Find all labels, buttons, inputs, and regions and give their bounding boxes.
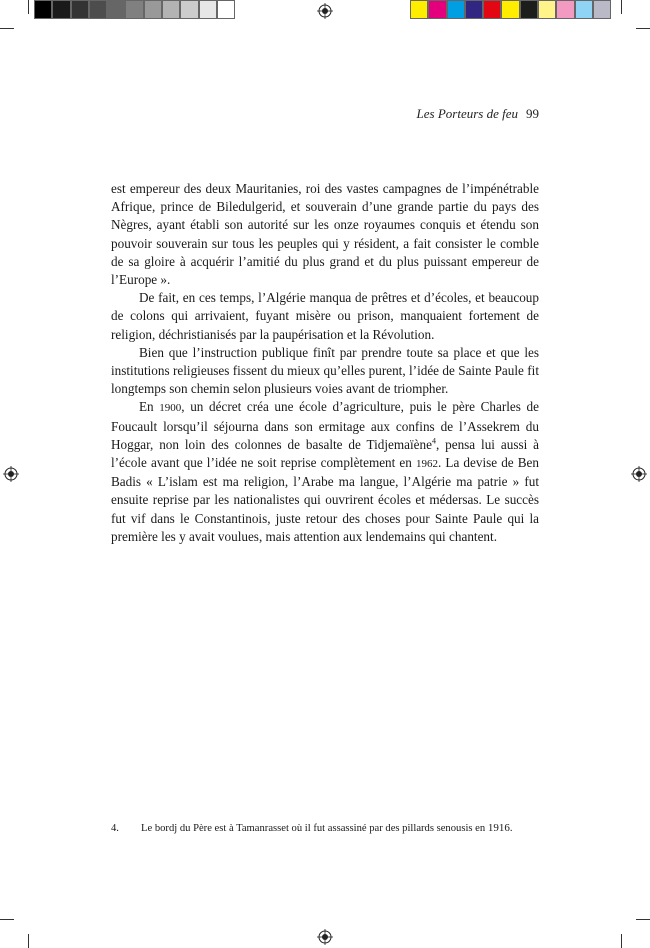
color-swatch	[144, 0, 162, 19]
registration-mark-icon	[317, 929, 333, 945]
footnote-text	[141, 821, 539, 836]
crop-mark	[28, 934, 29, 948]
footnote	[111, 821, 539, 836]
color-swatch	[447, 0, 465, 19]
crop-mark	[621, 0, 622, 14]
color-swatch	[556, 0, 574, 19]
registration-mark-icon	[3, 466, 19, 482]
color-swatch	[180, 0, 198, 19]
color-swatch	[428, 0, 446, 19]
text-run: .	[509, 823, 513, 834]
color-swatch	[483, 0, 501, 19]
grayscale-color-bar	[34, 0, 235, 19]
process-color-bar	[410, 0, 611, 19]
paragraph-1: est empereur des deux Mauritanies, roi des vastes campagnes de l’impénétrable Afrique, prince de Biledulgerid, et souverain d’une grande partie du pays des Nègres, ayant établi son autorité sur les onze royaumes conquis et étendu son pouvoir souverain sur tous les peuples qui y résident, a fait consister le comble de sa gloire à acquérir l’amitié du plus grand et du plus puissant empereur de l’Europe ».	[111, 181, 539, 288]
color-swatch	[501, 0, 519, 19]
paragraph-3: Bien que l’instruction publique finît par prendre toute sa place et que les institutions religieuses fissent du mieux qu’elles purent, l’idée de Sainte Paule fit longtemps son chemin selon plusieurs voies avant de triompher.	[111, 344, 539, 397]
paragraph-4	[111, 398, 539, 546]
color-swatch	[520, 0, 538, 19]
footnote-number: 4.	[111, 823, 119, 834]
crop-mark	[0, 919, 14, 920]
text-run: Le bordj du Père est à Tamanrasset où il fut assassiné par des pillards senousis en	[141, 823, 488, 834]
page-number: 99	[526, 106, 539, 121]
year: 1962	[415, 458, 438, 471]
crop-mark	[0, 28, 14, 29]
registration-mark-icon	[631, 466, 647, 482]
color-swatch	[125, 0, 143, 19]
color-swatch	[217, 0, 235, 19]
color-swatch	[593, 0, 611, 19]
year: 1916	[487, 822, 510, 834]
color-swatch	[34, 0, 52, 19]
color-swatch	[89, 0, 107, 19]
color-swatch	[52, 0, 70, 19]
text-run: En	[139, 399, 160, 415]
registration-mark-icon	[317, 3, 333, 19]
color-swatch	[71, 0, 89, 19]
color-swatch	[199, 0, 217, 19]
crop-mark	[621, 934, 622, 948]
color-swatch	[410, 0, 428, 19]
text-run: , pensa lui aussi à l’école avant que l’idée ne soit reprise complètement en	[111, 436, 539, 471]
color-swatch	[107, 0, 125, 19]
paragraph-2: De fait, en ces temps, l’Algérie manqua de prêtres et d’écoles, et beaucoup de colons qui arrivaient, fuyant misère ou prison, manquaient fortement de religion, déchristianisés par la paupérisation et la Révolution.	[111, 290, 539, 342]
text-run: , un décret créa une école d’agriculture, puis le père Charles de Foucault lorsqu’il séjourna dans son ermitage aux confins de l’Assekrem du Hoggar, non loin des colonnes de basalte de Tidjemaïène	[111, 399, 539, 452]
color-swatch	[465, 0, 483, 19]
text-run: . La devise de Ben Badis « L’islam est ma religion, l’Arabe ma langue, l’Algérie ma patrie » fut ensuite reprise par les nationalistes qui ouvrirent écoles et médersas. Le succès fut vif dans le Constantinois, juste retour des choses pour Sainte Paule qui la première les y avait voulues, mais attention aux lendemains qui chantent.	[111, 455, 539, 544]
color-swatch	[538, 0, 556, 19]
running-head	[417, 106, 539, 122]
running-head-title: Les Porteurs de feu	[416, 106, 518, 121]
body-text	[111, 180, 539, 546]
crop-mark	[28, 0, 29, 14]
year: 1900	[159, 402, 182, 415]
color-swatch	[575, 0, 593, 19]
footnote-reference[interactable]: 4	[431, 436, 436, 446]
color-swatch	[162, 0, 180, 19]
crop-mark	[636, 28, 650, 29]
crop-mark	[636, 919, 650, 920]
